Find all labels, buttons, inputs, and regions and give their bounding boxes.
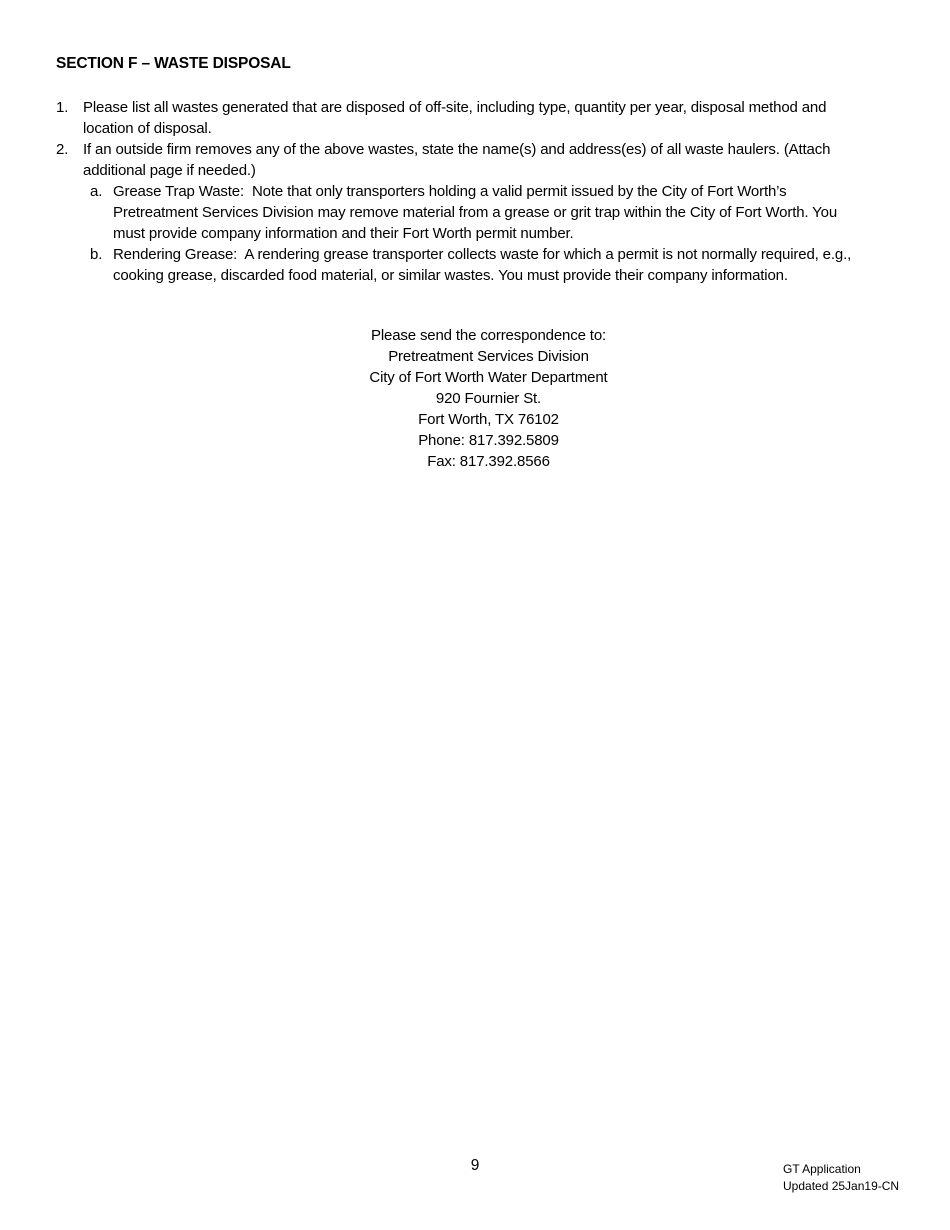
correspondence-address-block: Please send the correspondence to: Pretreatment Services Division City of Fort Worth Water Department 920 Fournier St. Fort Worth, TX 76102 Phone: 817.392.5809 Fax: 817.392.8566 [369,327,608,470]
sub-item-a-text: Grease Trap Waste: Note that only transporters holding a valid permit issued by the City of Fort Worth’s Pretreatment Services Division may remove material from a grease or grit trap within the City of Fort Worth. You must provide company information and their Fort Worth permit number. [113,183,838,242]
list-item-2-number: 2. [56,141,69,158]
section-heading: SECTION F – WASTE DISPOSAL [56,55,291,72]
list-item-2-text: If an outside firm removes any of the above wastes, state the name(s) and address(es) of all waste haulers. (Attach additional page if needed.) [83,141,831,179]
sub-item-b-letter: b. [90,246,103,263]
document-version-info: GT Application Updated 25Jan19-CN [783,1162,900,1193]
list-item-2 [56,139,894,181]
sub-item-b-text: Rendering Grease: A rendering grease transporter collects waste for which a permit is not normally required, e.g., cooking grease, discarded food material, or similar wastes. You must provide their company information. [113,246,852,284]
list-item-1-number: 1. [56,99,69,116]
list-item-1-text: Please list all wastes generated that are disposed of off-site, including type, quantity per year, disposal method and location of disposal. [83,99,827,137]
sub-item-a-letter: a. [90,183,103,200]
sub-item-b [90,244,894,286]
page-number: 9 [470,1157,480,1174]
list-item-1 [56,97,894,139]
sub-item-a [90,181,894,244]
document-content [56,53,894,472]
